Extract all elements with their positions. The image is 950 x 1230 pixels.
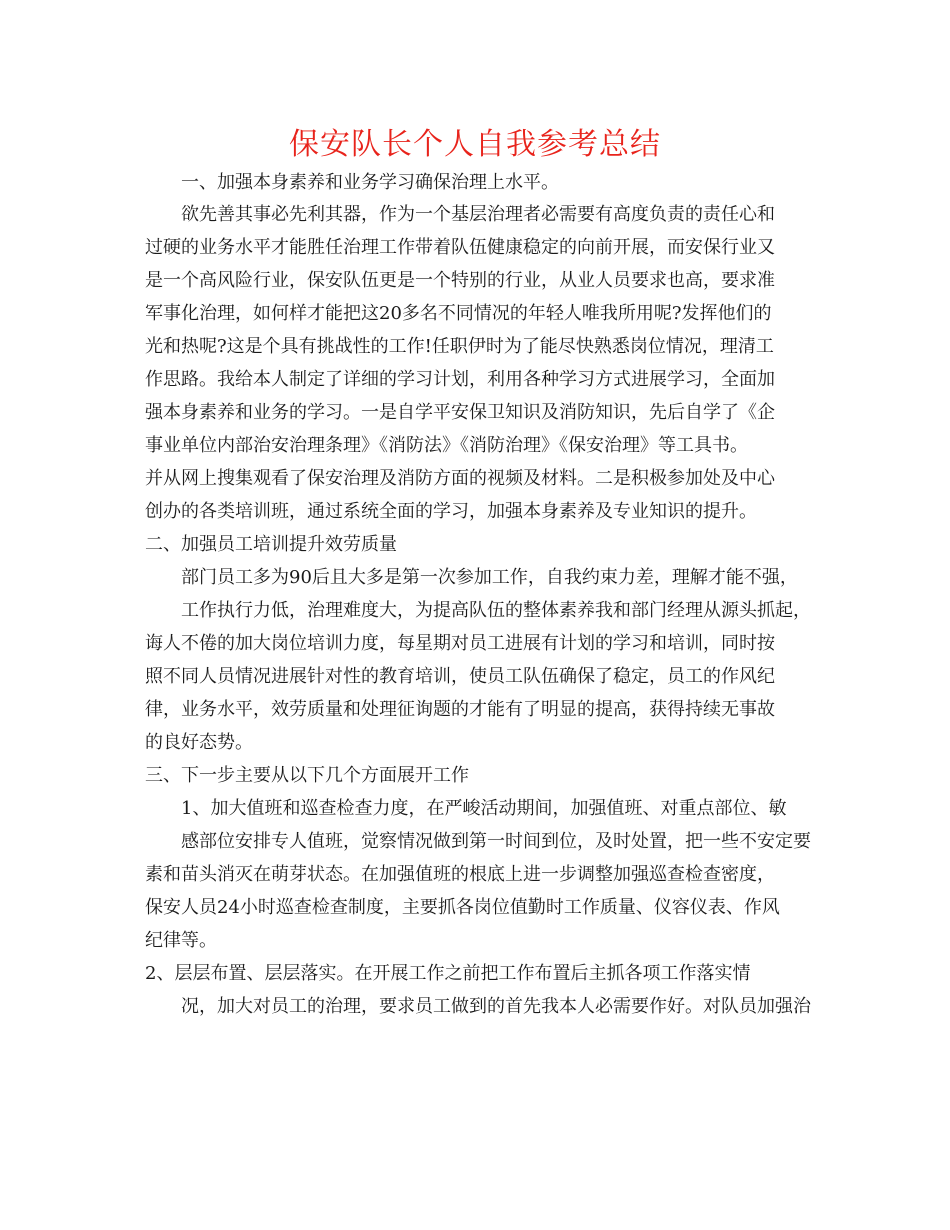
text-line: 保安人员24小时巡查检查制度，主要抓各岗位值勤时工作质量、仪容仪表、作风 — [145, 897, 780, 918]
text-line: 创办的各类培训班，通过系统全面的学习，加强本身素养及专业知识的提升。 — [145, 501, 757, 522]
text-line: 感部位安排专人值班，觉察情况做到第一时间到位，及时处置，把一些不安定要 — [181, 831, 811, 852]
section-heading: 部门员工多为90后且大多是第一次参加工作，自我约束力差，理解才能不强， — [181, 567, 798, 588]
text-line: 诲人不倦的加大岗位培训力度，每星期对员工进展有计划的学习和培训，同时按 — [145, 633, 775, 654]
text-line: 一、加强本身素养和业务学习确保治理上水平。 — [181, 172, 559, 193]
section-heading: 1、加大值班和巡查检查力度，在严峻活动期间，加强值班、对重点部位、敏 — [181, 798, 787, 819]
text-line: 的良好态势。 — [145, 732, 253, 753]
text-line: 纪律等。 — [145, 930, 217, 951]
text-line: 并从网上搜集观看了保安治理及消防方面的视频及材料。二是积极参加处及中心 — [145, 468, 775, 489]
text-line: 素和苗头消灭在萌芽状态。在加强值班的根底上进一步调整加强巡查检查密度， — [145, 864, 775, 885]
text-line: 作思路。我给本人制定了详细的学习计划，利用各种学习方式进展学习，全面加 — [145, 369, 775, 390]
text-line: 是一个高风险行业，保安队伍更是一个特别的行业，从业人员要求也高，要求准 — [145, 270, 775, 291]
text-line: 三、下一步主要从以下几个方面展开工作 — [145, 765, 469, 786]
text-line: 2、层层布置、层层落实。在开展工作之前把工作布置后主抓各项工作落实情 — [145, 963, 751, 984]
text-line: 过硬的业务水平才能胜任治理工作带着队伍健康稳定的向前开展，而安保行业又 — [145, 237, 775, 258]
text-line: 工作执行力低，治理难度大，为提高队伍的整体素养我和部门经理从源头抓起， — [181, 600, 811, 621]
document-title: 保安队长个人自我参考总结 — [289, 127, 661, 162]
text-line: 军事化治理，如何样才能把这20多名不同情况的年轻人唯我所用呢?发挥他们的 — [145, 303, 772, 324]
text-line: 况，加大对员工的治理，要求员工做到的首先我本人必需要作好。对队员加强治 — [181, 996, 811, 1017]
text-line: 欲先善其事必先利其器，作为一个基层治理者必需要有高度负责的责任心和 — [181, 204, 775, 225]
text-line: 照不同人员情况进展针对性的教育培训，使员工队伍确保了稳定，员工的作风纪 — [145, 666, 775, 687]
text-line: 强本身素养和业务的学习。一是自学平安保卫知识及消防知识，先后自学了《企 — [145, 402, 775, 423]
text-line: 律，业务水平，效劳质量和处理征询题的才能有了明显的提高，获得持续无事故 — [145, 699, 775, 720]
text-line: 二、加强员工培训提升效劳质量 — [145, 534, 397, 555]
text-line: 光和热呢?这是个具有挑战性的工作!任职伊时为了能尽快熟悉岗位情况，理清工 — [145, 336, 774, 357]
text-line: 事业单位内部治安治理条理》《消防法》《消防治理》《保安治理》等工具书。 — [145, 435, 748, 456]
